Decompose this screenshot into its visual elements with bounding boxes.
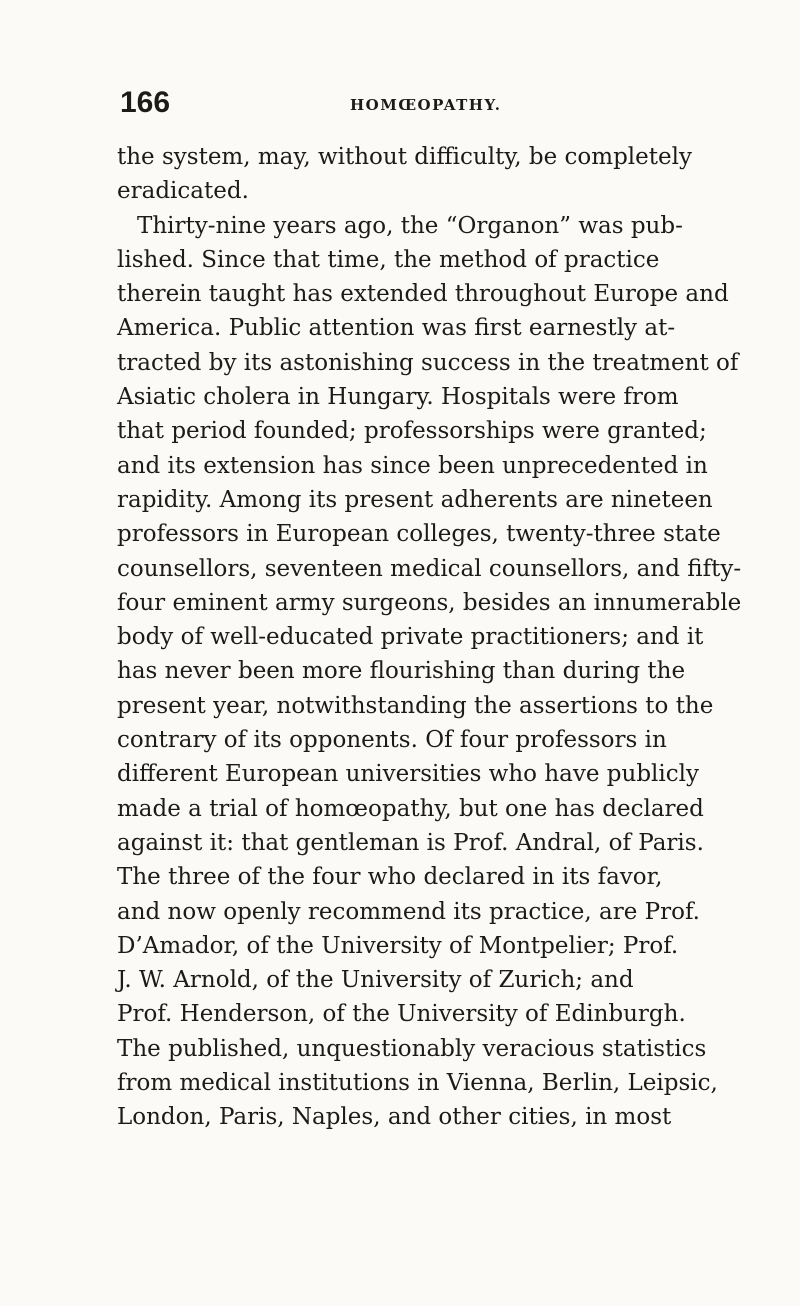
text-line: that period founded; professorships were granted; bbox=[117, 418, 707, 445]
text-line: four eminent army surgeons, besides an innumerable bbox=[117, 589, 742, 616]
text-line: against it: that gentleman is Prof. Andral, of Paris. bbox=[117, 829, 704, 856]
text-line: contrary of its opponents. Of four professors in bbox=[117, 727, 667, 754]
text-line: from medical institutions in Vienna, Berlin, Leipsic, bbox=[117, 1070, 718, 1097]
text-line: J. W. Arnold, of the University of Zurich; and bbox=[117, 967, 634, 994]
text-line: body of well-educated private practitioners; and it bbox=[117, 624, 704, 651]
page-number: 166 bbox=[120, 86, 171, 119]
text-line: has never been more flourishing than during the bbox=[117, 658, 686, 685]
body-text bbox=[117, 140, 742, 1135]
text-line: tracted by its astonishing success in the treatment of bbox=[117, 349, 739, 376]
text-line: D’Amador, of the University of Montpelier; Prof. bbox=[117, 932, 679, 959]
text-line: the system, may, without difficulty, be completely bbox=[117, 144, 692, 170]
running-title: HOMŒOPATHY. bbox=[350, 96, 502, 114]
text-line: lished. Since that time, the method of practice bbox=[117, 246, 660, 273]
text-line: America. Public attention was first earnestly at- bbox=[117, 315, 676, 342]
text-line: eradicated. bbox=[117, 178, 249, 205]
text-line: Asiatic cholera in Hungary. Hospitals were from bbox=[117, 384, 679, 411]
text-line: different European universities who have publicly bbox=[117, 761, 699, 788]
text-line: Prof. Henderson, of the University of Edinburgh. bbox=[117, 1001, 686, 1028]
text-line: professors in European colleges, twenty-three state bbox=[117, 521, 721, 548]
text-line: London, Paris, Naples, and other cities, in most bbox=[117, 1104, 672, 1131]
text-line: therein taught has extended throughout Europe and bbox=[117, 281, 729, 308]
text-line: counsellors, seventeen medical counsellors, and fifty- bbox=[117, 555, 742, 582]
text-line: made a trial of homœopathy, but one has declared bbox=[117, 795, 704, 822]
text-line: The three of the four who declared in its favor, bbox=[117, 864, 663, 891]
text-line: and its extension has since been unprecedented in bbox=[117, 452, 708, 479]
paragraph-start-line: Thirty-nine years ago, the “Organon” was pub- bbox=[137, 212, 683, 239]
text-line: present year, notwithstanding the assertions to the bbox=[117, 692, 714, 719]
text-line: The published, unquestionably veracious statistics bbox=[117, 1035, 707, 1062]
text-line: and now openly recommend its practice, are Prof. bbox=[117, 898, 700, 925]
text-line: rapidity. Among its present adherents are nineteen bbox=[117, 486, 713, 513]
running-head bbox=[120, 88, 680, 118]
